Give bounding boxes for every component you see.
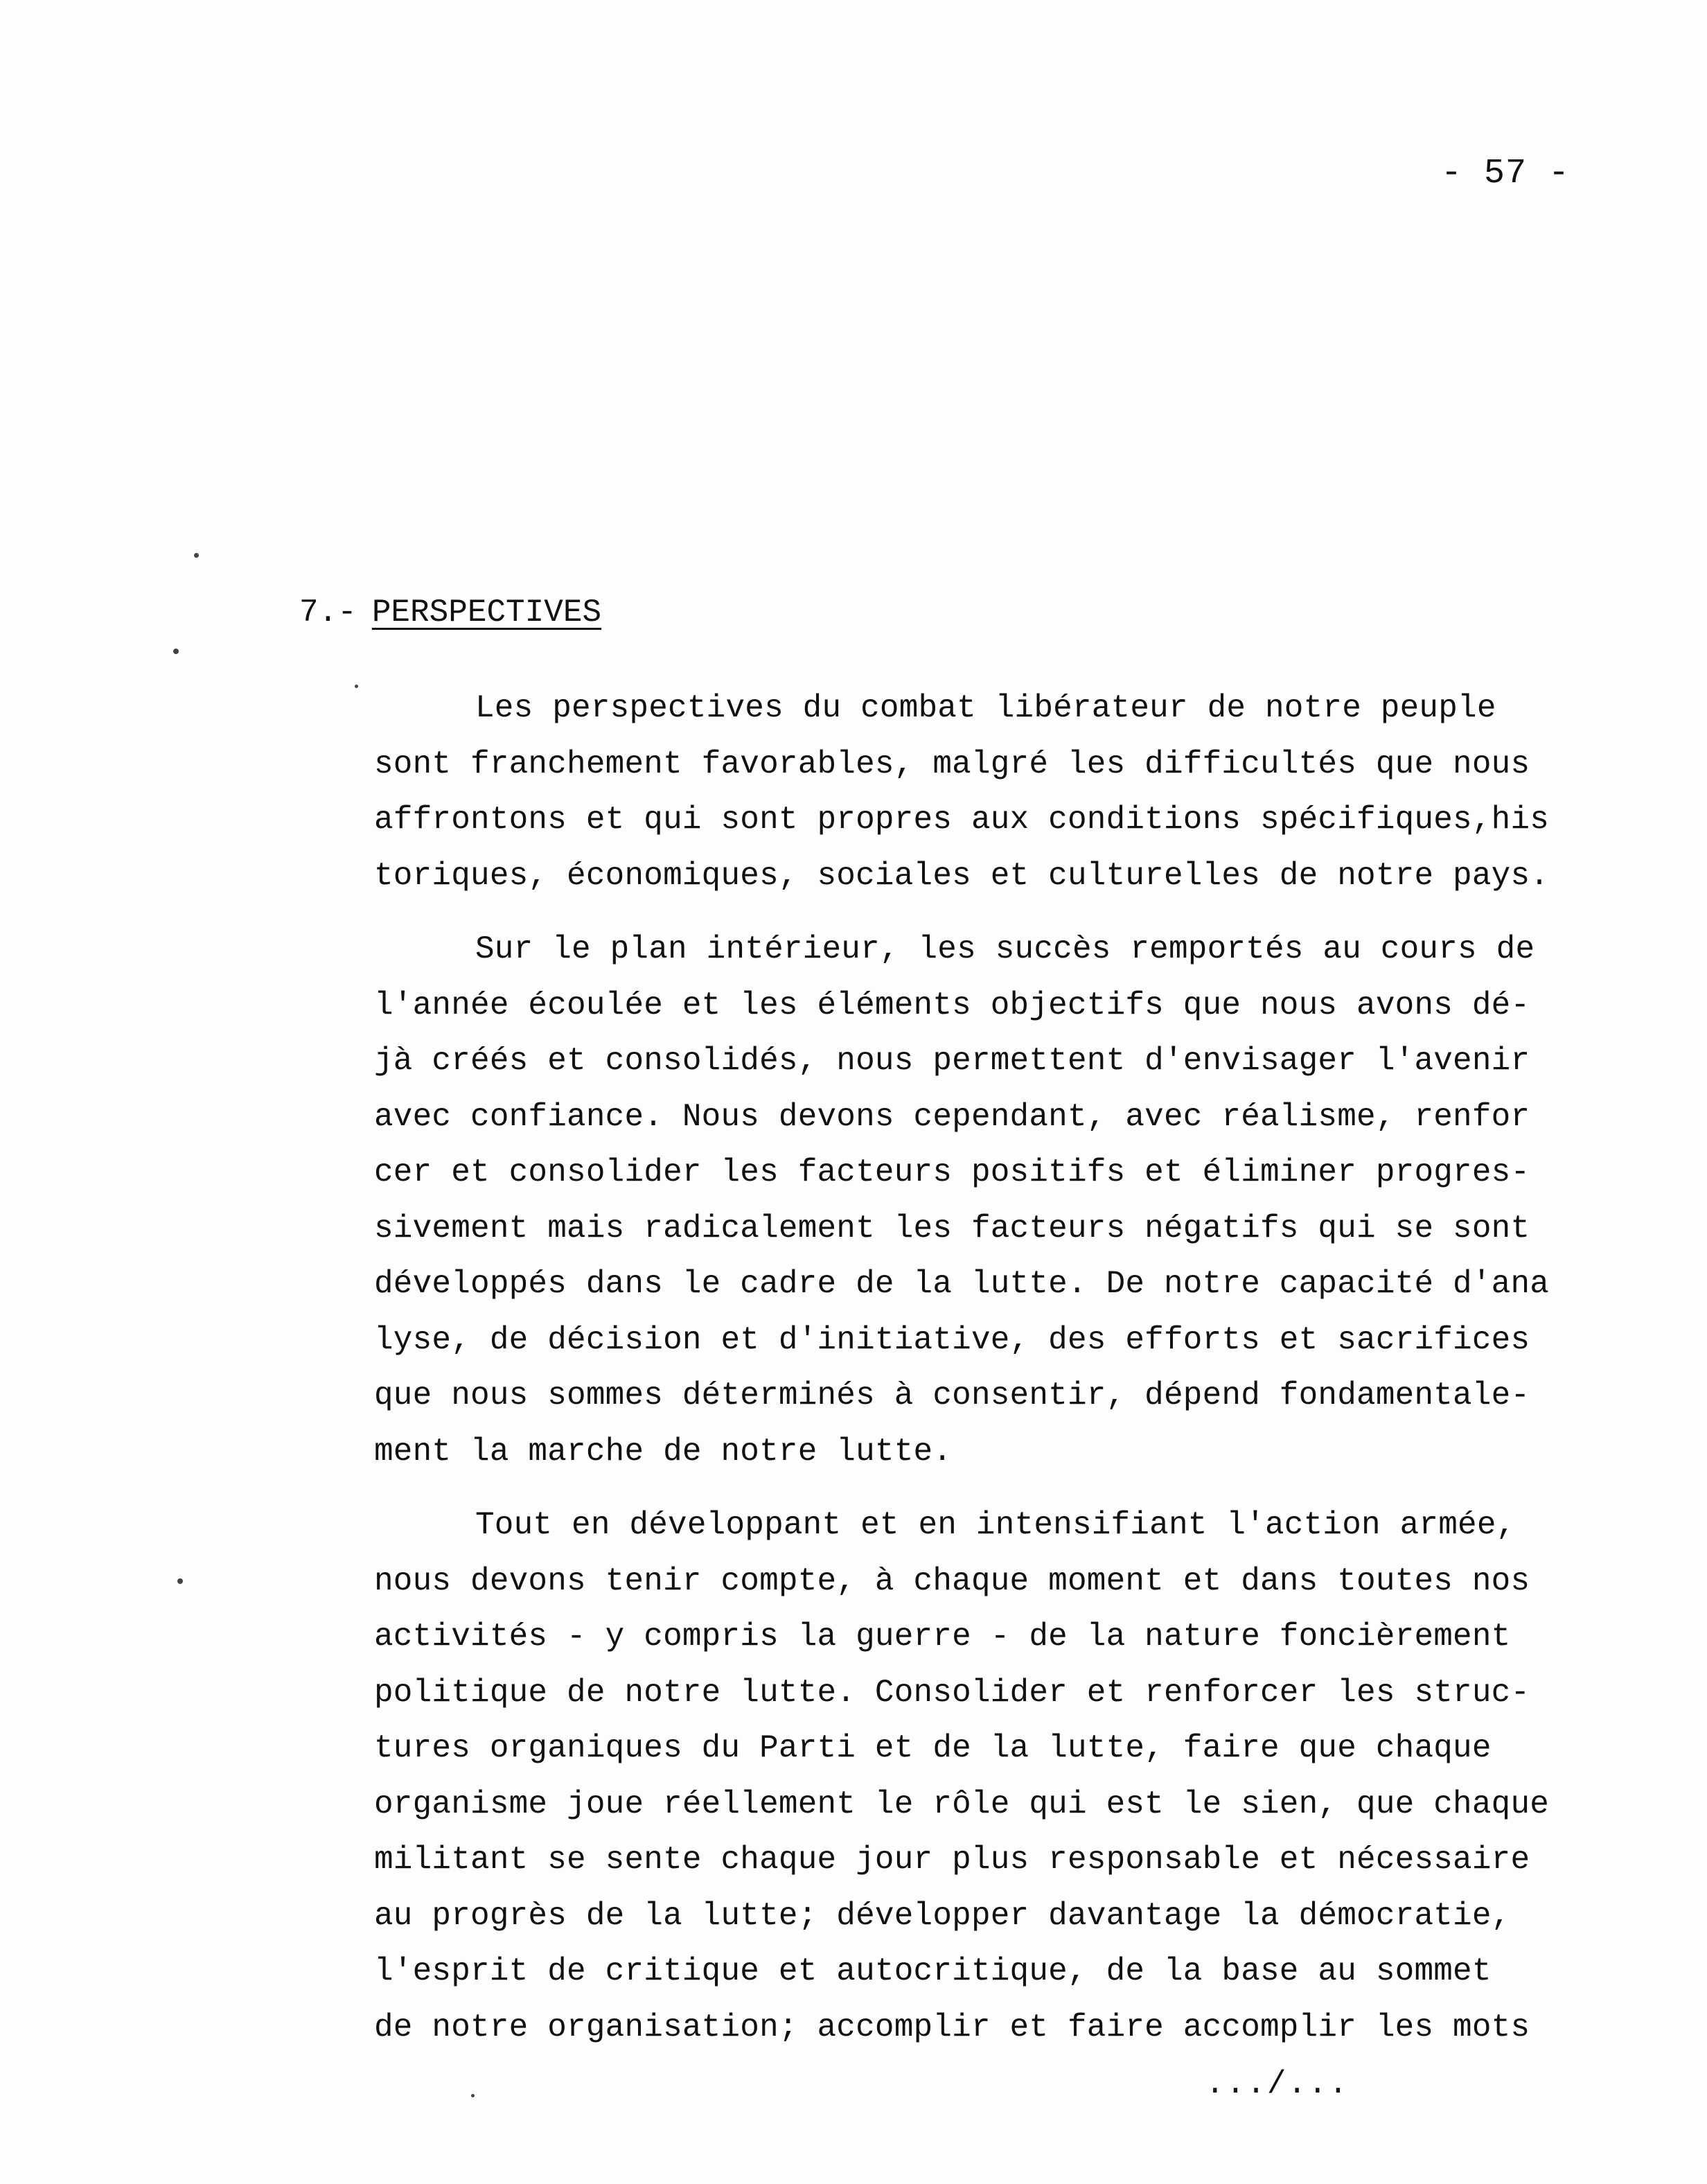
paragraph-gap bbox=[374, 1479, 1621, 1497]
text-line: Tout en développant et en intensifiant l'action armée, bbox=[475, 1507, 1516, 1543]
scan-speck bbox=[173, 649, 179, 654]
text-line: politique de notre lutte. Consolider et renforcer les struc- bbox=[374, 1674, 1530, 1711]
text-line: cer et consolider les facteurs positifs et éliminer progres- bbox=[374, 1154, 1530, 1190]
text-line: au progrès de la lutte; développer davantage la démocratie, bbox=[374, 1897, 1511, 1934]
paragraph-gap bbox=[374, 904, 1621, 922]
text-line: jà créés et consolidés, nous permettent d'envisager l'avenir bbox=[374, 1043, 1530, 1079]
section-title: PERSPECTIVES bbox=[371, 595, 602, 631]
text-line: sivement mais radicalement les facteurs négatifs qui se sont bbox=[374, 1210, 1530, 1247]
text-line: ment la marche de notre lutte. bbox=[374, 1433, 953, 1470]
text-line: toriques, économiques, sociales et culturelles de notre pays. bbox=[374, 857, 1550, 894]
text-line: affrontons et qui sont propres aux conditions spécifiques,his bbox=[374, 802, 1550, 838]
paragraph bbox=[374, 1497, 1621, 2055]
section-number: 7.- bbox=[299, 595, 357, 631]
scan-speck bbox=[355, 685, 358, 688]
body-text bbox=[374, 680, 1621, 2055]
continuation-mark: .../... bbox=[1205, 2066, 1350, 2102]
text-line: tures organiques du Parti et de la lutte, faire que chaque bbox=[374, 1730, 1492, 1766]
text-line: développés dans le cadre de la lutte. De notre capacité d'ana bbox=[374, 1266, 1550, 1302]
scan-speck bbox=[177, 1578, 183, 1584]
text-line: avec confiance. Nous devons cependant, avec réalisme, renfor bbox=[374, 1098, 1530, 1135]
text-line: que nous sommes déterminés à consentir, dépend fondamentale- bbox=[374, 1377, 1530, 1414]
text-line: l'esprit de critique et autocritique, de la base au sommet bbox=[374, 1953, 1492, 1989]
scan-speck bbox=[194, 553, 199, 558]
text-line: Les perspectives du combat libérateur de notre peuple bbox=[475, 690, 1496, 726]
text-line: nous devons tenir compte, à chaque moment et dans toutes nos bbox=[374, 1562, 1530, 1599]
text-line: organisme joue réellement le rôle qui est le sien, que chaque bbox=[374, 1786, 1550, 1822]
paragraph bbox=[374, 922, 1621, 1479]
text-line: Sur le plan intérieur, les succès remportés au cours de bbox=[475, 931, 1535, 967]
text-line: sont franchement favorables, malgré les difficultés que nous bbox=[374, 746, 1530, 782]
scan-speck bbox=[471, 2094, 475, 2097]
text-line: l'année écoulée et les éléments objectifs que nous avons dé- bbox=[374, 987, 1530, 1023]
text-line: militant se sente chaque jour plus responsable et nécessaire bbox=[374, 1842, 1530, 1878]
section-heading bbox=[299, 595, 601, 631]
page-number: - 57 - bbox=[1441, 154, 1571, 193]
text-line: lyse, de décision et d'initiative, des efforts et sacrifices bbox=[374, 1321, 1530, 1358]
paragraph bbox=[374, 680, 1621, 904]
text-line: activités - y compris la guerre - de la nature foncièrement bbox=[374, 1619, 1511, 1655]
text-line: de notre organisation; accomplir et faire accomplir les mots bbox=[374, 2009, 1530, 2045]
